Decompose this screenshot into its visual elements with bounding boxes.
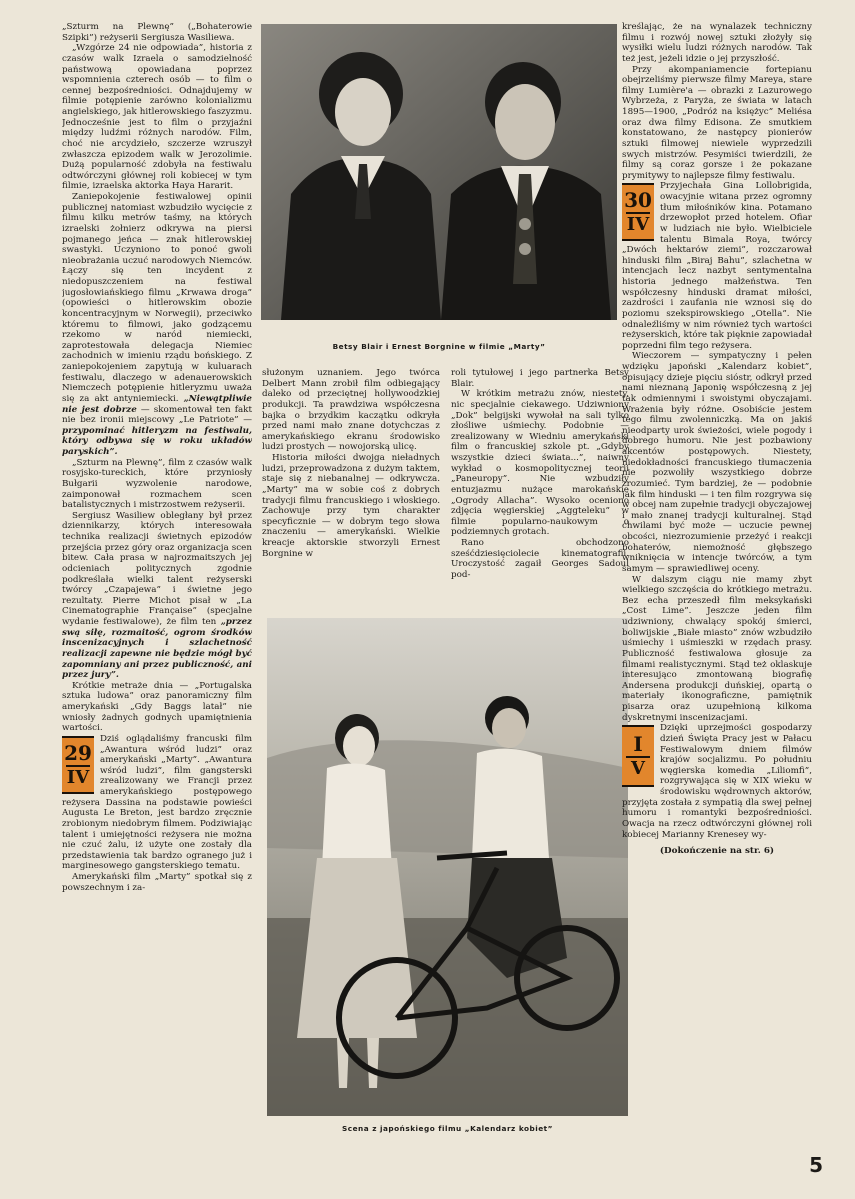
paragraph: Wieczorem — sympatyczny i pełen wdzięku japoński „Kalendarz kobiet”, opisujący dzieje pięciu sióstr, odkrył przed nami nieznaną Japonię współczesną z jej tak odmiennymi i swoistymi obyczajami. Wrażenia były różne. Osobiście jestem tego filmu zwolenniczką. Ma on jakiś nieodparty urok świeżości, wiele pogody i dobrego humoru. Nie jest pozbawiony akcentów postępowych. Niestety, niedokładności francuskiego tłumaczenia nie pozwoliły wszystkiego dobrze zrozumieć. Tym bardziej, że — podobnie jak film hinduski — i ten film rozgrywa się w obcej nam zupełnie tradycji obyczajowej i mało znanej tradycji kulturalnej. Stąd chwilami być może — uczucie pewnej obcości, niezrozumienie przeżyć i reakcji bohaterów, niemożność głębszego wniknięcia w intencje twórców, a tym samym — sprawiedliwej oceny. [622,351,812,574]
paragraph: Rano obchodzono sześćdziesięciolecie kinematografii. Uroczystość zagaił Georges Sadoul pod- [451,538,629,580]
date-badge-29-iv: 29 IV [62,736,94,794]
paragraph: Przy akompaniamencie fortepianu obejrzeliśmy pierwsze filmy Mareya, stare filmy Lumière'a — obrazki z Lazurowego Wybrzeża, z Paryża, ze świata w latach 1895—1900, „Podróż na księżyc” Meliésa oraz dwa filmy Edisona. Ze smutkiem konstatowano, że następcy pionierów sztuki filmowej niewiele wyprzedzili swych mistrzów. Pesymiści twierdzili, że filmy są coraz gorsze i że pokazane prymitywy to najlepsze filmy festiwalu. [622,64,812,181]
continued-note: (Dokończenie na str. 6) [659,846,775,857]
paragraph: Sergiusz Wasiliew obległany był przez dziennikarzy, których interesowała technika realizacji świetnych epizodów przejścia przez góry oraz organizacja scen bitew. Cała prasa w najrozmaitszych jej odcieniach politycznych zgodnie podkreślała wielki talent reżyserski twórcy „Czapajewa” i świetne jego rezultaty. Pierre Michot pisał w „La Cinematographie Française” (specjalne wydanie festiwalowe), że film ten „przez swą siłę, rozmaitość, ogrom środków inscenizacyjnych i szlachetność realizacji zapewne nie będzie mógł być zapomniany ani przez publiczność, ani przez jury”. [62,510,252,681]
photo-marty [261,24,617,320]
column-left [62,22,252,1142]
column-middle-right [451,368,629,613]
caption-bottom: Scena z japońskiego filmu „Kalendarz kobiet” [342,1124,553,1133]
page-number: 5 [809,1153,823,1177]
paragraph: Krótkie metraże dnia — „Portugalska sztuka ludowa” oraz panoramiczny film amerykański „Gdy Baggs latał” nie wniosły żadnych godnych upamiętnienia wartości. [62,680,252,734]
paragraph: Dzięki uprzejmości gospodarzy dzień Święta Pracy jest w Pałacu Festiwalowym dniem filmów krajów socjalizmu. Po południu węgierska komedia „Liliomfi”, rozgrywająca się w XIX wieku w środowisku wędrownych aktorów, przyjęta została z sympatią dla swej pełnej humoru i romantyki bezpośredniości. Owacja na rzecz odtwórczyni głównej roli kobiecej Marianny Krenesey wy- [622,723,812,840]
paragraph: Przyjechała Gina Lollobrigida, owacyjnie witana przez ogromny tłum miłośników kina. Potamano drzewopłot przed hotelem. Ofiar w ludziach nie było. Wielbiciele talentu Bimala Roya, twórcy „Dwóch hektarów ziemi”, rozczarował hinduski film „Biraj Bahu”, szlachetna w intencjach lecz nazbyt sentymentalna historia jednego małżeństwa. Ten współczesny hinduski dramat miłości, zazdrości i zaufania nie wznosi się do poziomu szekspirowskiego „Otella”. Nie odnaleźliśmy w nim również tych wartości reżyserskich, które tak pięknie zapowiadał poprzedni film tego reżysera. [622,181,812,351]
paragraph: „Szturm na Plewnę”, film z czasów walk rosyjsko-tureckich, które przyniosły Bułgarii wyzwolenie narodowe, zaimponował rozmachem scen batalistycznych i mistrzostwem reżyserii. [62,457,252,511]
paragraph: Historia miłości dwojga nieładnych ludzi, przeprowadzona z dużym taktem, staje się z niebanalnej — odkrywcza. „Marty” ma w sobie coś z dobrych tradycji filmu francuskiego i włoskiego. Zachowuje przy tym charakter specyficznie — w dobrym tego słowa znaczeniu — amerykański. Wielkie kreacje aktorskie stworzyli Ernest Borgnine w [262,453,440,559]
date-badge-1-v: I V [622,725,654,787]
column-middle-left [262,368,440,613]
caption-top: Betsy Blair i Ernest Borgnine w filmie „Marty” [332,342,546,351]
paragraph: kreślając, że na wynalazek techniczny filmu i rozwój nowej sztuki złożyły się wysiłki wielu ludzi różnych narodów. Tak też jest, jeżeli idzie o jej przyszłość. [622,22,812,64]
photo-calendar-of-women [267,618,628,1116]
paragraph: służonym uznaniem. Jego twórca Delbert Mann zrobił film odbiegający daleko od przeciętnej hollywoodzkiej produkcji. Ta prawdziwa współczesna bajka o brzydkim kaczątku odkryła przed nami mało znane dotychczas z amerykańskiego ekranu środowisko ludzi prostych — nowojorską ulicę. [262,368,440,453]
paragraph: W krótkim metrażu znów, niestety, nic specjalnie ciekawego. Udziwniony „Dok” belgijski wywołał na sali tylko złośliwe uśmiechy. Podobnie — zrealizowany w Wiedniu amerykański film o francuskiej szkole pt. „Gdyby wszystkie dzieci świata...”, naiwny wykład o kosmopolitycznej teorii „Paneuropy”. Nie wzbudziły entuzjazmu nużące marokańskie „Ogrody Allacha”. Wysoko oceniono zdjęcia węgierskiej „Aggteleku” w filmie popularno-naukowym o podziemnych grotach. [451,389,629,538]
column-right [622,22,812,1142]
date-badge-30-iv: 30 IV [622,183,654,241]
paragraph: roli tytułowej i jego partnerka Betsy Blair. [451,368,629,389]
paragraph: „Wzgórze 24 nie odpowiada”, historia z czasów walk Izraela o samodzielność państwową opowiadana poprzez wspomnienia czterech osób — to film o cennej bezpośredniości. Odnajdujemy w filmie potępienie zarówno kolonializmu angielskiego, jak hitlerowskiego faszyzmu. Jednocześnie jest to film o przyjaźni między ludźmi różnych narodów. Film, choć nie arcydzieło, szczerze wzruszył zwłaszcza epizodem walk w Jerozolimie. Dużą popularność zdobyła na festiwalu odtwórczyni głównej roli kobiecej w tym filmie, izraelska aktorka Haya Hararit. [62,43,252,192]
paragraph: „Szturm na Plewnę” („Bohaterowie Szipki”) reżyserii Sergiusza Wasiliewa. [62,22,252,43]
photo-marty-image [261,24,617,320]
paragraph: Zaniepokojenie festiwalowej opinii publicznej natomiast wzbudziło wycięcie z filmu kilku metrów taśmy, na których izraelski żołnierz odkrywa na piersi pojmanego jeńca — znak hitlerowskiej swastyki. Uczyniono to ponoć gwoli nieobrażania uczuć narodowych Niemców. Łączy się ten incydent z niedopuszczeniem na festiwal jugosłowiańskiego filmu „Krwawa droga” (opowieści o hitlerowskim obozie koncentracyjnym w Norwegii), przeciwko któremu to filmowi, jako godzącemu rzekomo w naród niemiecki, zaprotestowała delegacja Niemiec zachodnich w imieniu rządu bońskiego. Z zaniepokojeniem zapytują w kuluarach festiwalu, dlaczego w adenauerowskich Niemczech potępienie hitleryzmu uważa się za akt antyniemiecki. „Niewątpliwie nie jest dobrze — skomentował ten fakt nie bez ironii miejscowy „Le Patriote” — przypominać hitleryzm na festiwalu, który odbywa się w roku układów paryskich”. [62,192,252,457]
paragraph: Dziś oglądaliśmy francuski film „Awantura wśród ludzi” oraz amerykański „Marty”. „Awantura wśród ludzi”, film gangsterski zrealizowany we Francji przez amerykańskiego postępowego reżysera Dassina na podstawie powieści Augusta Le Breton, jest bardzo zręcznie zrobionym niedobrym filmem. Podziwiając talent i umiejętności reżysera nie można nie czuć żalu, iż użyte one zostały dla przedstawienia tak bardzo ogranego już i marginesowego gangsterskiego tematu. [62,733,252,872]
photo-calendar-image [267,618,628,1116]
paragraph: Amerykański film „Marty” spotkał się z powszechnym i za- [62,872,252,893]
paragraph: W dalszym ciągu nie mamy zbyt wielkiego szczęścia do krótkiego metrażu. Bez echa przeszedł film meksykański „Cost Lime”. Jeszcze jeden film udziwniony, chwalący spokój śmierci, boliwijskie „Białe miasto” znów wzbudziło uśmiechy i uśmieszki w rzędach prasy. Publiczność festiwalowa głosuje za filmami realistycznymi. Stąd też oklaskuje interesująco zmontowaną biografię Andersena produkcji duńskiej, opartą o materiały ikonograficzne, pamiętnik pisarza oraz uzupełnioną kilkoma dyskretnymi inscenizacjami. [622,574,812,723]
